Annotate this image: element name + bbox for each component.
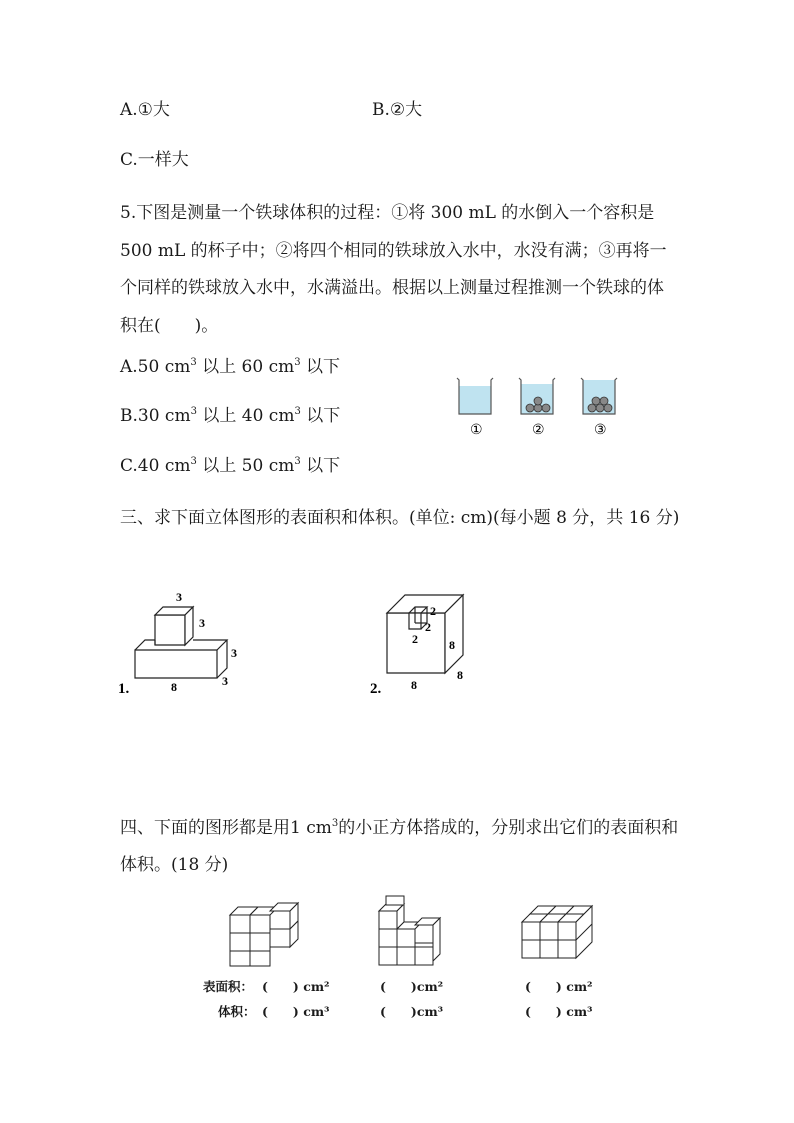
fig1-number: 1. [118, 681, 130, 697]
surface-area-label: 表面积： [203, 979, 254, 994]
fig2-label-notch-bottom: 2 [412, 632, 418, 646]
q5-option-c: C.40 $cm^3$ 以上 50 $cm^3$ 以下 [120, 456, 341, 476]
beaker-1 [457, 378, 493, 414]
fig1-label-height: 3 [231, 646, 237, 660]
option-c: C.一样大 [120, 150, 189, 170]
fig2-label-depth: 8 [457, 668, 463, 682]
beaker-label-3: ③ [594, 423, 607, 438]
fig2-label-notch-top: 2 [430, 604, 436, 618]
fig1-label-length: 8 [171, 680, 177, 694]
fig2-label-length: 8 [411, 678, 417, 692]
fig1-label-top: 3 [176, 590, 182, 604]
q5-option-b: B.30 $cm^3$ 以上 40 $cm^3$ 以下 [120, 406, 341, 426]
question-5-text: 5.下图是测量一个铁球体积的过程：①将 300 mL 的水倒入一个容积是 500 mL 的杯子中；②将四个相同的铁球放入水中，水没有满；③再将一个同样的铁球放入水中，水满溢出。根据以上测量过程推测一个铁球的体积在( )。 [120, 203, 667, 336]
beaker-2 [519, 378, 555, 414]
figure-1 [115, 585, 255, 700]
beakers-figure [450, 372, 620, 440]
fig2-label-height: 8 [449, 638, 455, 652]
fig1-label-cube-side: 3 [199, 616, 205, 630]
q5-option-a: A.50 $cm^3$ 以上 60 $cm^3$ 以下 [120, 357, 340, 377]
beaker-label-2: ② [532, 423, 545, 438]
cube-structure-3 [518, 900, 598, 970]
figure-2 [365, 585, 505, 700]
structure-1-volume-blank: ( ) cm³ [262, 1004, 330, 1019]
cube-structure-2 [375, 895, 445, 970]
option-b: B.②大 [372, 100, 423, 120]
structure-3-surface-blank: ( ) cm² [525, 979, 593, 994]
fig2-label-notch-side: 2 [425, 620, 431, 634]
beaker-label-1: ① [470, 423, 483, 438]
section-3-title: 三、求下面立体图形的表面积和体积。(单位: cm)(每小题 8 分，共 16 分) [120, 508, 680, 528]
structure-3-volume-blank: ( ) cm³ [525, 1004, 593, 1019]
structure-2-surface-blank: ( )cm² [380, 979, 444, 994]
fig2-number: 2. [370, 681, 382, 697]
section-4-title: 四、下面的图形都是用1 $cm^3$的小正方体搭成的，分别求出它们的表面积和体积。(18 分) [120, 818, 679, 875]
structure-1-surface-blank: ( ) cm² [262, 979, 330, 994]
structure-2-volume-blank: ( )cm³ [380, 1004, 444, 1019]
volume-label: 体积： [218, 1004, 256, 1019]
fig1-label-depth: 3 [222, 674, 228, 688]
cube-structure-1 [228, 900, 308, 970]
beaker-3 [581, 378, 617, 414]
option-a: A.①大 [120, 100, 170, 120]
